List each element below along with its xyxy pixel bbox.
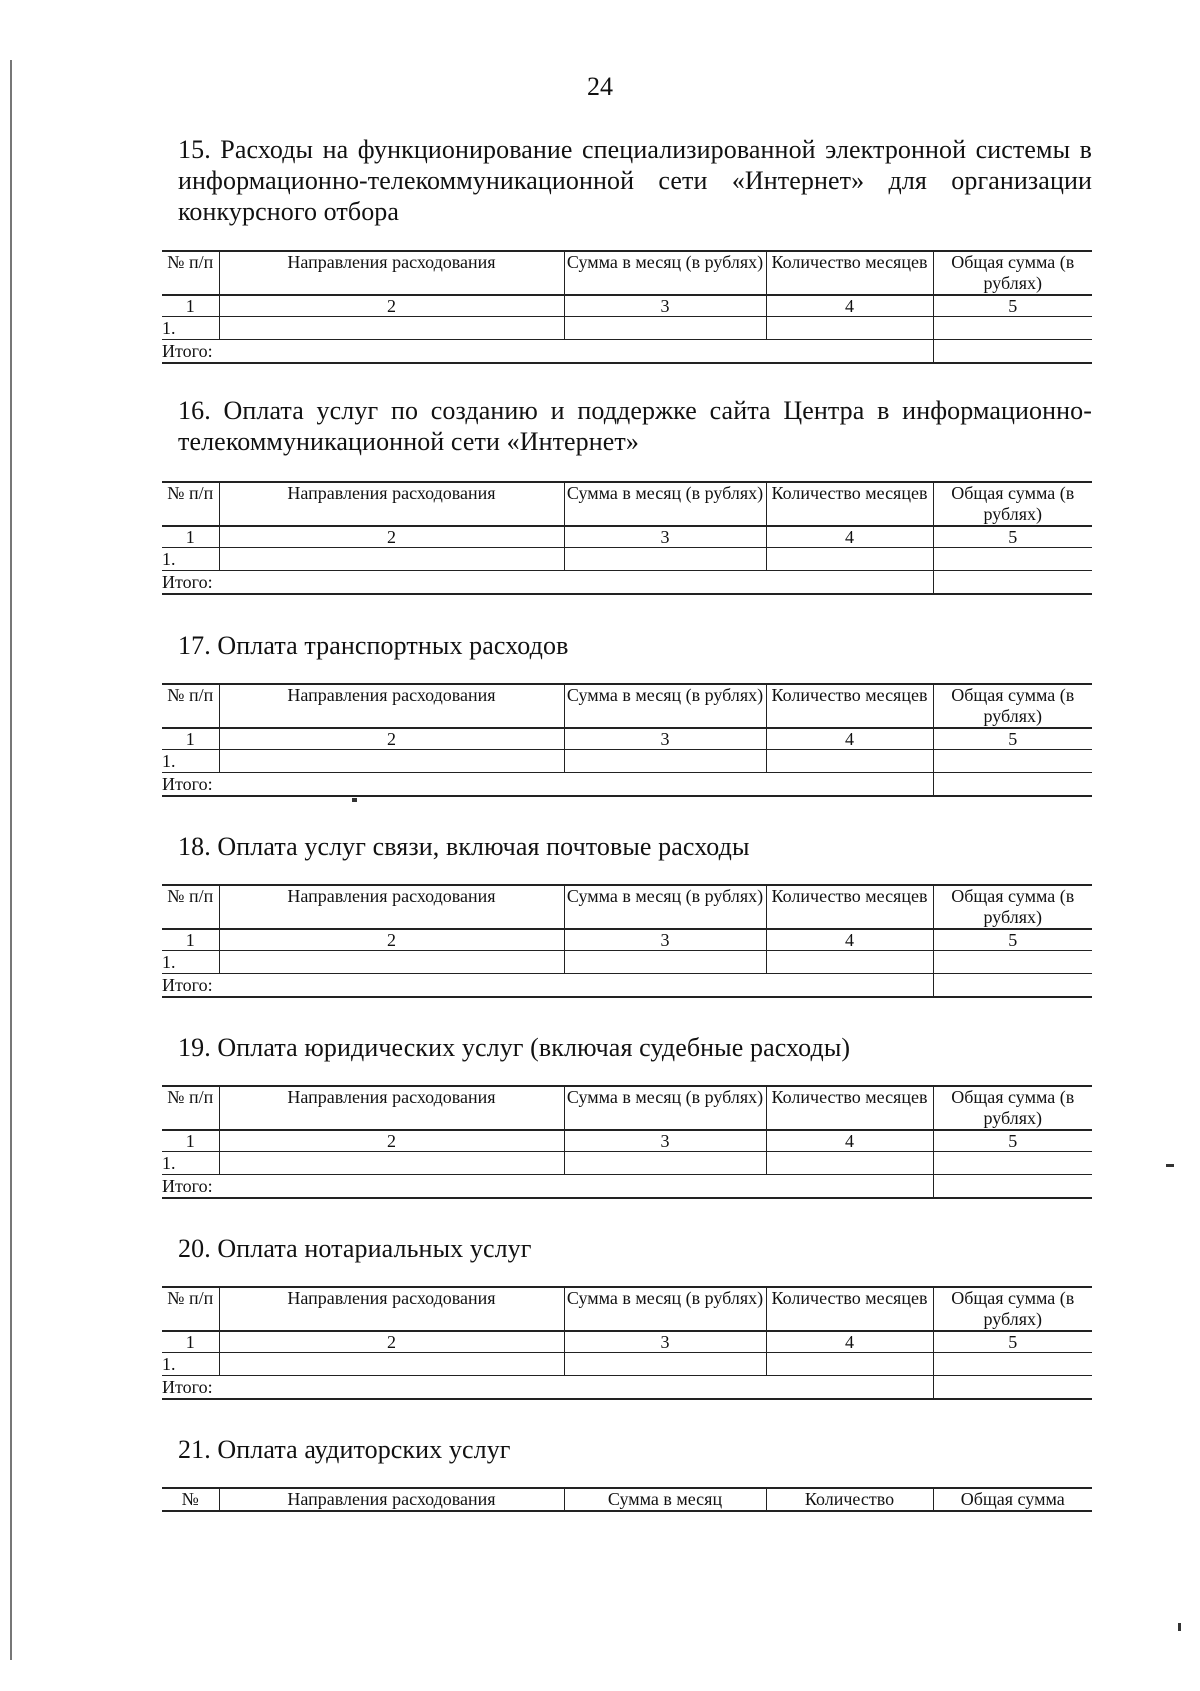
row-number: 1. bbox=[162, 1152, 219, 1175]
col-number: 1 bbox=[162, 1331, 219, 1353]
col-monthly-header: Сумма в месяц (в рублях) bbox=[564, 251, 766, 295]
col-num-header: № п/п bbox=[162, 885, 219, 929]
table-row bbox=[162, 548, 1092, 571]
col-number: 2 bbox=[219, 728, 564, 750]
section-15-heading: 15. Расходы на функционирование специализированной электронной системы в информационно-телекоммуникационной сети «Интернет» для организации конкурсного отбора bbox=[178, 135, 1092, 226]
col-number: 1 bbox=[162, 929, 219, 951]
col-number: 3 bbox=[564, 526, 766, 548]
empty-cell bbox=[219, 317, 564, 340]
table-header-row bbox=[162, 1287, 1092, 1331]
empty-cell bbox=[564, 750, 766, 773]
row-number: 1. bbox=[162, 1353, 219, 1376]
column-number-row bbox=[162, 526, 1092, 548]
col-number: 1 bbox=[162, 526, 219, 548]
scan-speck bbox=[1166, 1164, 1174, 1167]
section-20-heading: 20. Оплата нотариальных услуг bbox=[178, 1234, 532, 1263]
col-num-header: № п/п bbox=[162, 684, 219, 728]
col-number: 4 bbox=[766, 1130, 933, 1152]
col-num-header: № п/п bbox=[162, 251, 219, 295]
col-number: 4 bbox=[766, 728, 933, 750]
empty-cell bbox=[766, 548, 933, 571]
total-sum-cell bbox=[933, 1376, 1092, 1400]
column-number-row bbox=[162, 295, 1092, 317]
total-label: Итого: bbox=[162, 773, 933, 797]
section-20-table bbox=[162, 1286, 1092, 1400]
col-number: 2 bbox=[219, 929, 564, 951]
col-number: 1 bbox=[162, 295, 219, 317]
table-row bbox=[162, 1152, 1092, 1175]
empty-cell bbox=[933, 750, 1092, 773]
empty-cell bbox=[219, 1152, 564, 1175]
col-months-header: Количество месяцев bbox=[766, 1086, 933, 1130]
col-num-header: № п/п bbox=[162, 1086, 219, 1130]
empty-cell bbox=[766, 1152, 933, 1175]
section-16-heading: 16. Оплата услуг по созданию и поддержке сайта Центра в информационно-телекоммуникационной сети «Интернет» bbox=[178, 396, 1092, 456]
col-direction-header: Направления расходования bbox=[219, 1287, 564, 1331]
section-19-heading: 19. Оплата юридических услуг (включая судебные расходы) bbox=[178, 1033, 851, 1062]
col-number: 3 bbox=[564, 929, 766, 951]
table-row bbox=[162, 750, 1092, 773]
col-total-header: Общая сумма (в рублях) bbox=[933, 684, 1092, 728]
col-number: 5 bbox=[933, 526, 1092, 548]
column-number-row bbox=[162, 728, 1092, 750]
empty-cell bbox=[766, 951, 933, 974]
scan-speck bbox=[352, 798, 357, 802]
table-header-row bbox=[162, 482, 1092, 526]
col-number: 3 bbox=[564, 1130, 766, 1152]
total-row bbox=[162, 340, 1092, 364]
row-number: 1. bbox=[162, 548, 219, 571]
col-direction-header: Направления расходования bbox=[219, 482, 564, 526]
empty-cell bbox=[933, 951, 1092, 974]
col-number: 3 bbox=[564, 728, 766, 750]
col-direction-header: Направления расходования bbox=[219, 1488, 564, 1511]
page-number: 24 bbox=[587, 72, 613, 101]
empty-cell bbox=[766, 1353, 933, 1376]
section-21-table bbox=[162, 1487, 1092, 1512]
table-row bbox=[162, 951, 1092, 974]
col-months-header: Количество месяцев bbox=[766, 684, 933, 728]
col-number: 5 bbox=[933, 295, 1092, 317]
total-label: Итого: bbox=[162, 571, 933, 595]
col-num-header: № bbox=[162, 1488, 219, 1511]
col-number: 5 bbox=[933, 1331, 1092, 1353]
total-row bbox=[162, 974, 1092, 998]
section-15-table bbox=[162, 250, 1092, 364]
col-number: 2 bbox=[219, 1130, 564, 1152]
total-row bbox=[162, 571, 1092, 595]
empty-cell bbox=[933, 1152, 1092, 1175]
total-row bbox=[162, 773, 1092, 797]
total-row bbox=[162, 1376, 1092, 1400]
total-label: Итого: bbox=[162, 340, 933, 364]
scan-speck bbox=[1178, 1623, 1181, 1631]
col-total-header: Общая сумма bbox=[933, 1488, 1092, 1511]
col-number: 5 bbox=[933, 929, 1092, 951]
col-monthly-header: Сумма в месяц (в рублях) bbox=[564, 1086, 766, 1130]
row-number: 1. bbox=[162, 317, 219, 340]
empty-cell bbox=[219, 1353, 564, 1376]
col-number: 1 bbox=[162, 1130, 219, 1152]
col-total-header: Общая сумма (в рублях) bbox=[933, 885, 1092, 929]
col-num-header: № п/п bbox=[162, 482, 219, 526]
total-label: Итого: bbox=[162, 974, 933, 998]
section-19-table bbox=[162, 1085, 1092, 1199]
col-num-header: № п/п bbox=[162, 1287, 219, 1331]
col-direction-header: Направления расходования bbox=[219, 1086, 564, 1130]
empty-cell bbox=[933, 1353, 1092, 1376]
col-number: 1 bbox=[162, 728, 219, 750]
total-sum-cell bbox=[933, 571, 1092, 595]
row-number: 1. bbox=[162, 750, 219, 773]
table-header-row bbox=[162, 1086, 1092, 1130]
section-21-heading: 21. Оплата аудиторских услуг bbox=[178, 1435, 511, 1464]
col-total-header: Общая сумма (в рублях) bbox=[933, 1086, 1092, 1130]
col-number: 5 bbox=[933, 728, 1092, 750]
col-number: 4 bbox=[766, 295, 933, 317]
table-header-row bbox=[162, 251, 1092, 295]
table-row bbox=[162, 317, 1092, 340]
col-number: 2 bbox=[219, 1331, 564, 1353]
total-sum-cell bbox=[933, 773, 1092, 797]
col-months-header: Количество bbox=[766, 1488, 933, 1511]
col-monthly-header: Сумма в месяц bbox=[564, 1488, 766, 1511]
col-number: 2 bbox=[219, 295, 564, 317]
col-number: 5 bbox=[933, 1130, 1092, 1152]
total-sum-cell bbox=[933, 1175, 1092, 1199]
col-monthly-header: Сумма в месяц (в рублях) bbox=[564, 482, 766, 526]
column-number-row bbox=[162, 1331, 1092, 1353]
scan-edge-line bbox=[10, 60, 12, 1660]
col-number: 4 bbox=[766, 1331, 933, 1353]
total-sum-cell bbox=[933, 974, 1092, 998]
section-18-table bbox=[162, 884, 1092, 998]
col-months-header: Количество месяцев bbox=[766, 1287, 933, 1331]
empty-cell bbox=[564, 317, 766, 340]
section-16-table bbox=[162, 481, 1092, 595]
column-number-row bbox=[162, 929, 1092, 951]
col-number: 4 bbox=[766, 929, 933, 951]
total-sum-cell bbox=[933, 340, 1092, 364]
table-header-row bbox=[162, 885, 1092, 929]
empty-cell bbox=[766, 750, 933, 773]
col-monthly-header: Сумма в месяц (в рублях) bbox=[564, 885, 766, 929]
col-number: 3 bbox=[564, 295, 766, 317]
col-number: 3 bbox=[564, 1331, 766, 1353]
empty-cell bbox=[564, 951, 766, 974]
col-total-header: Общая сумма (в рублях) bbox=[933, 482, 1092, 526]
table-row bbox=[162, 1353, 1092, 1376]
col-months-header: Количество месяцев bbox=[766, 885, 933, 929]
empty-cell bbox=[933, 317, 1092, 340]
total-label: Итого: bbox=[162, 1175, 933, 1199]
col-direction-header: Направления расходования bbox=[219, 684, 564, 728]
empty-cell bbox=[219, 750, 564, 773]
row-number: 1. bbox=[162, 951, 219, 974]
col-total-header: Общая сумма (в рублях) bbox=[933, 1287, 1092, 1331]
col-monthly-header: Сумма в месяц (в рублях) bbox=[564, 684, 766, 728]
col-direction-header: Направления расходования bbox=[219, 885, 564, 929]
col-direction-header: Направления расходования bbox=[219, 251, 564, 295]
empty-cell bbox=[564, 1152, 766, 1175]
col-months-header: Количество месяцев bbox=[766, 251, 933, 295]
empty-cell bbox=[219, 951, 564, 974]
column-number-row bbox=[162, 1130, 1092, 1152]
col-number: 4 bbox=[766, 526, 933, 548]
empty-cell bbox=[564, 1353, 766, 1376]
table-header-row bbox=[162, 684, 1092, 728]
col-monthly-header: Сумма в месяц (в рублях) bbox=[564, 1287, 766, 1331]
col-months-header: Количество месяцев bbox=[766, 482, 933, 526]
table-header-row bbox=[162, 1488, 1092, 1511]
empty-cell bbox=[219, 548, 564, 571]
empty-cell bbox=[933, 548, 1092, 571]
section-18-heading: 18. Оплата услуг связи, включая почтовые расходы bbox=[178, 832, 750, 861]
empty-cell bbox=[766, 317, 933, 340]
total-label: Итого: bbox=[162, 1376, 933, 1400]
col-number: 2 bbox=[219, 526, 564, 548]
section-17-table bbox=[162, 683, 1092, 797]
col-total-header: Общая сумма (в рублях) bbox=[933, 251, 1092, 295]
section-17-heading: 17. Оплата транспортных расходов bbox=[178, 631, 569, 660]
empty-cell bbox=[564, 548, 766, 571]
total-row bbox=[162, 1175, 1092, 1199]
